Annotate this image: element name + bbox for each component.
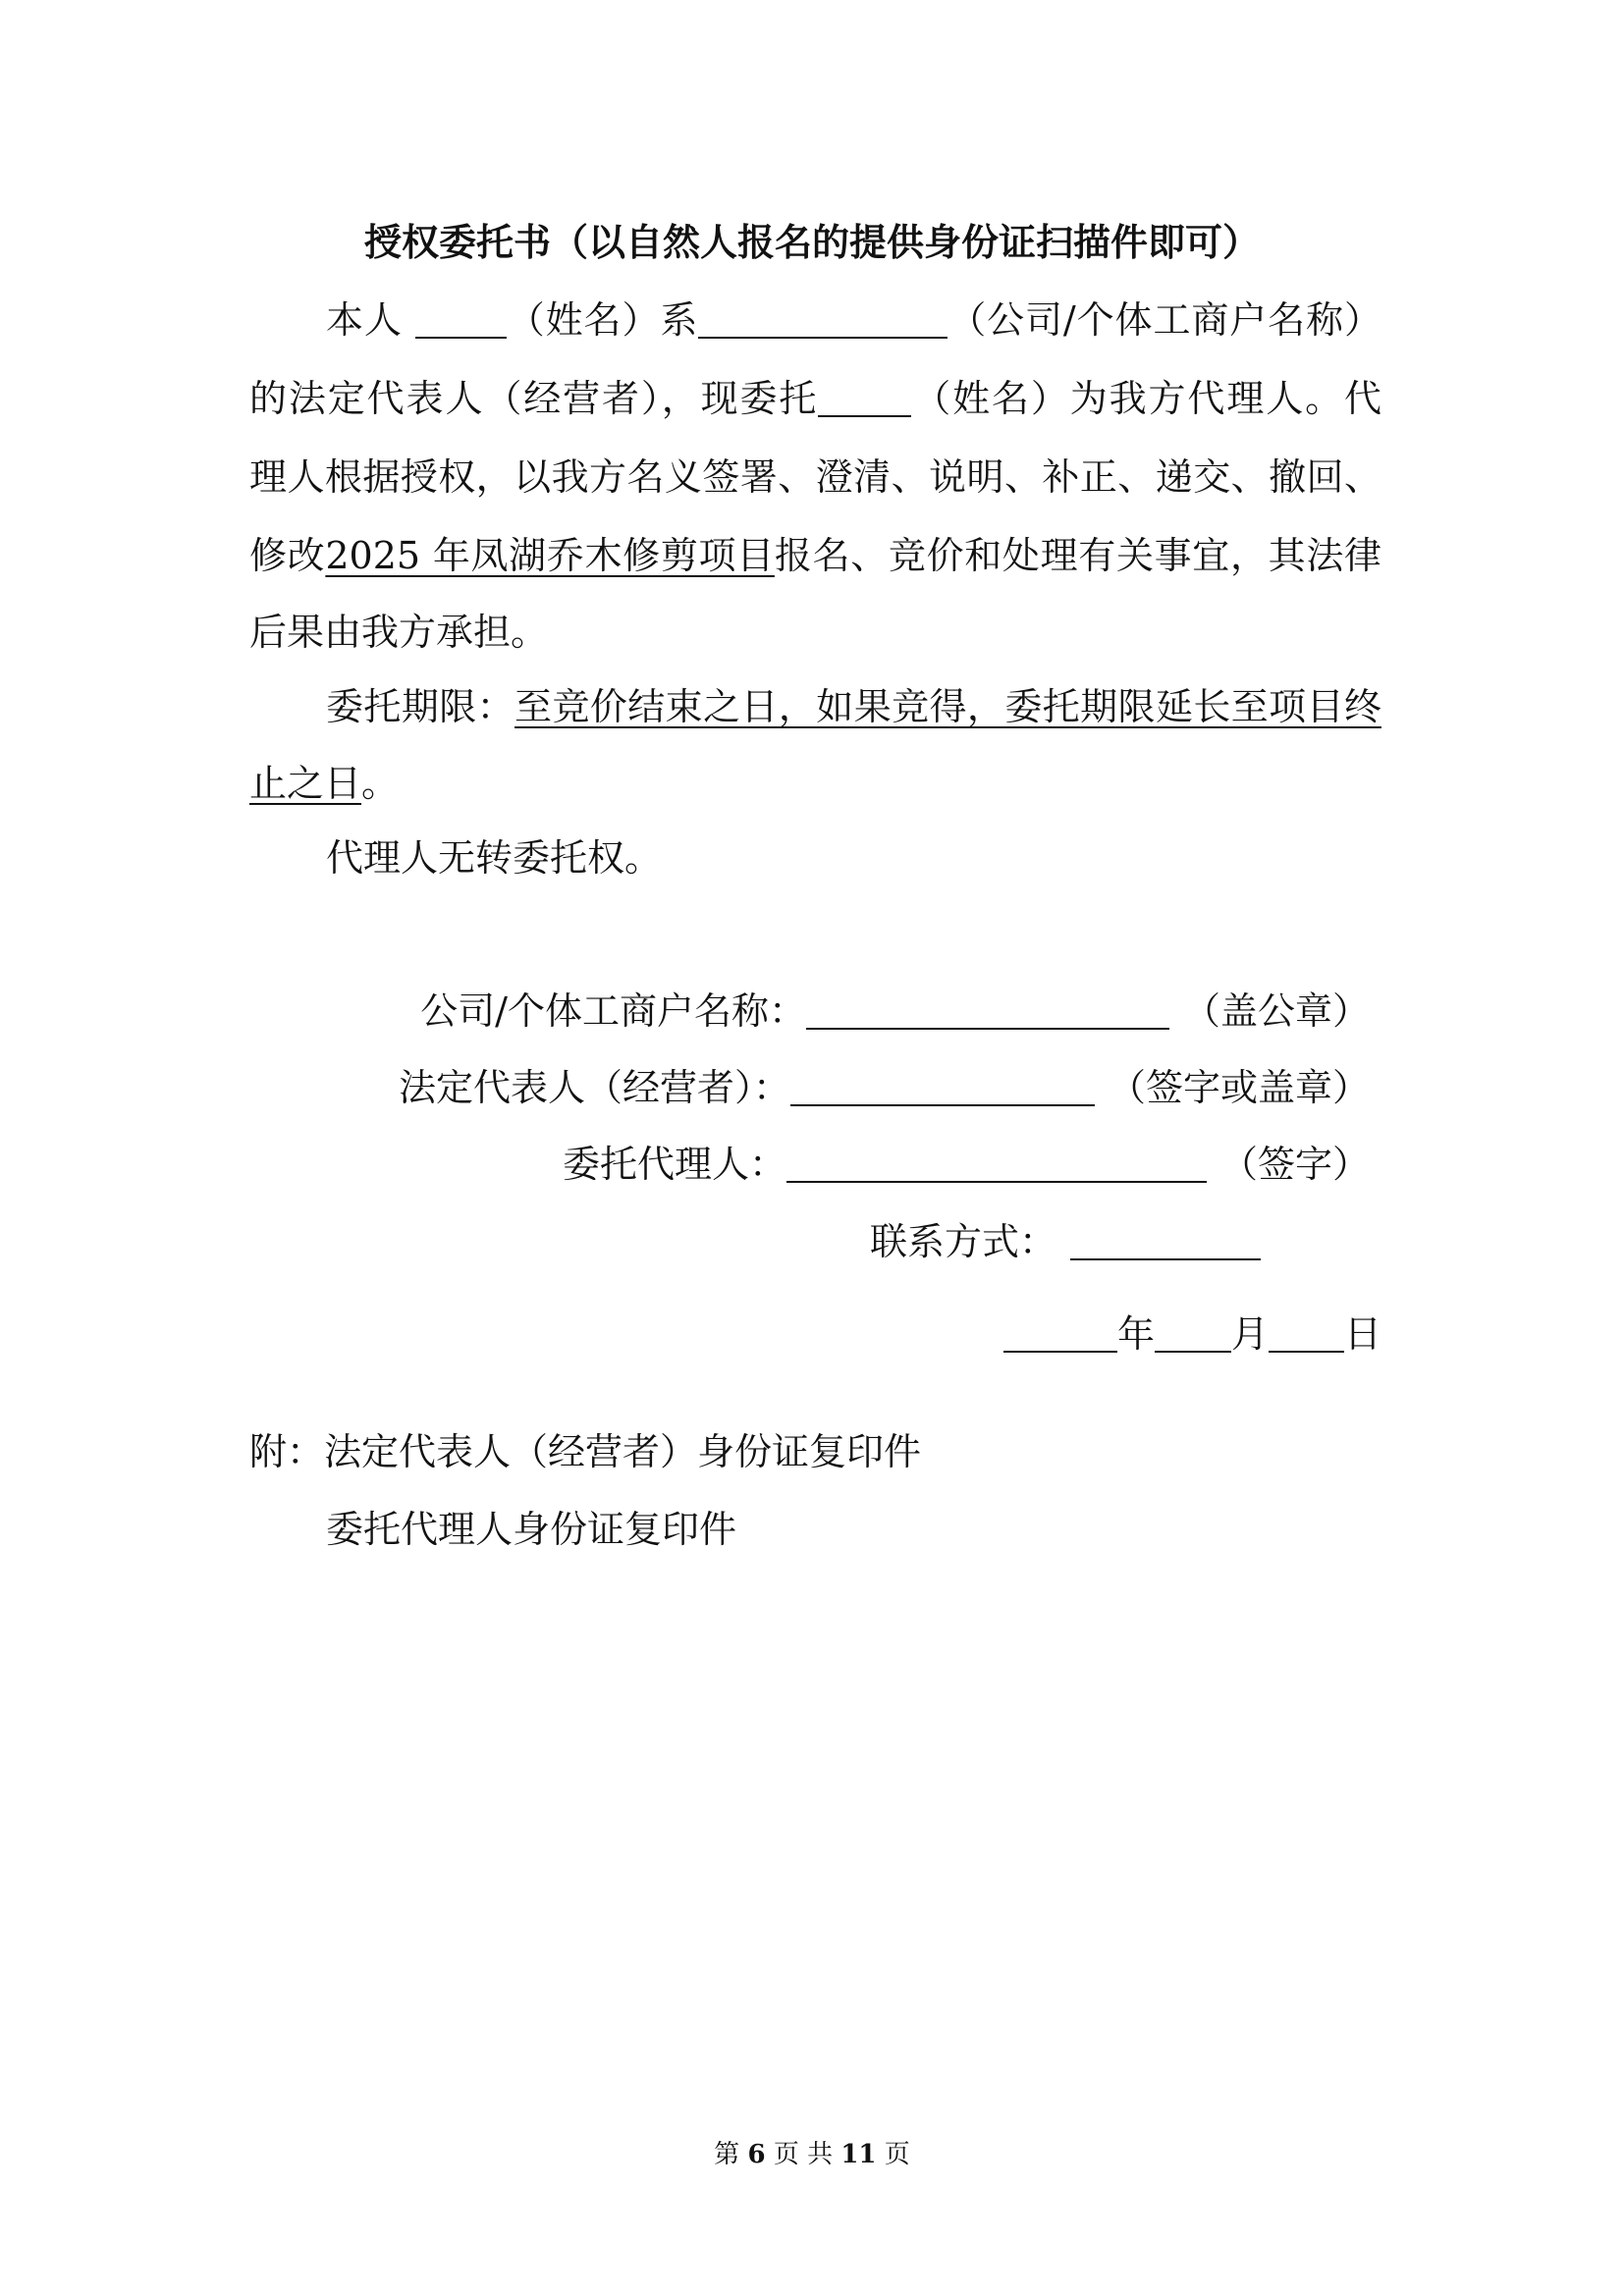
footer-total-pages: 11 <box>840 2140 877 2169</box>
agent-name-blank <box>818 375 911 417</box>
body-line-2-text-a: 的法定代表人（经营者），现委托 <box>249 377 819 420</box>
contact-label: 联系方式： <box>869 1220 1056 1263</box>
body-line-1 <box>326 296 1381 344</box>
attachment-item-1: 法定代表人（经营者）身份证复印件 <box>324 1430 922 1473</box>
attachment-label: 附： <box>249 1430 325 1473</box>
body-line-2 <box>249 375 1381 422</box>
agent-signature-blank <box>786 1141 1207 1183</box>
page-footer <box>0 2140 1624 2169</box>
legal-rep-signature-label: 法定代表人（经营者）： <box>398 1066 790 1109</box>
month-label: 月 <box>1230 1312 1269 1356</box>
footer-mid: 页 共 <box>773 2140 834 2169</box>
footer-suffix: 页 <box>884 2140 910 2169</box>
footer-page-number: 6 <box>747 2140 766 2169</box>
body-line-4-text-b: 报名、竞价和处理有关事宜，其法律 <box>774 534 1381 577</box>
company-blank <box>698 296 947 339</box>
contact-blank <box>1070 1218 1261 1260</box>
year-blank <box>1003 1310 1117 1353</box>
company-signature-note: （盖公章） <box>1182 989 1370 1033</box>
day-label: 日 <box>1343 1312 1381 1356</box>
legal-rep-signature-blank <box>790 1064 1095 1106</box>
name-note: （姓名）系 <box>506 298 699 342</box>
body-line-4 <box>249 532 1381 579</box>
company-signature-blank <box>806 988 1169 1030</box>
day-blank <box>1269 1310 1344 1353</box>
year-label: 年 <box>1116 1312 1155 1356</box>
principal-label: 本人 <box>326 298 403 342</box>
legal-rep-signature-note: （签字或盖章） <box>1108 1066 1370 1109</box>
project-name: 2025 年凤湖乔木修剪项目 <box>325 534 775 577</box>
footer-prefix: 第 <box>714 2140 740 2169</box>
document-title: 授权委托书（以自然人报名的提供身份证扫描件即可） <box>363 220 1260 264</box>
agent-signature-row <box>563 1141 1370 1188</box>
legal-rep-signature-row <box>399 1064 1370 1111</box>
attachment-line-1 <box>249 1428 921 1475</box>
body-line-3: 理人根据授权，以我方名义签署、澄清、说明、补正、递交、撤回、 <box>249 455 1381 499</box>
company-note: （公司/个体工商户名称） <box>947 298 1381 342</box>
body-line-4-text-a: 修改 <box>249 534 326 577</box>
attachment-item-2: 委托代理人身份证复印件 <box>326 1508 737 1551</box>
term-line-2 <box>249 760 399 807</box>
term-end: 。 <box>361 762 400 805</box>
agent-signature-note: （签字） <box>1219 1143 1370 1186</box>
company-signature-row <box>420 988 1370 1035</box>
body-line-5: 后果由我方承担。 <box>249 611 549 654</box>
term-value-1: 至竞价结束之日，如果竞得，委托期限延长至项目终 <box>514 685 1381 728</box>
term-line-1 <box>326 683 1381 730</box>
term-label: 委托期限： <box>326 685 515 728</box>
agent-signature-label: 委托代理人： <box>562 1143 786 1186</box>
no-sub-delegation: 代理人无转委托权。 <box>326 836 663 880</box>
name-blank <box>415 296 507 339</box>
term-value-2: 止之日 <box>249 762 362 805</box>
contact-row <box>870 1218 1261 1265</box>
month-blank <box>1155 1310 1231 1353</box>
body-line-2-text-b: （姓名）为我方代理人。代 <box>911 377 1381 420</box>
company-signature-label: 公司/个体工商户名称： <box>420 989 806 1033</box>
date-row <box>1003 1310 1381 1358</box>
